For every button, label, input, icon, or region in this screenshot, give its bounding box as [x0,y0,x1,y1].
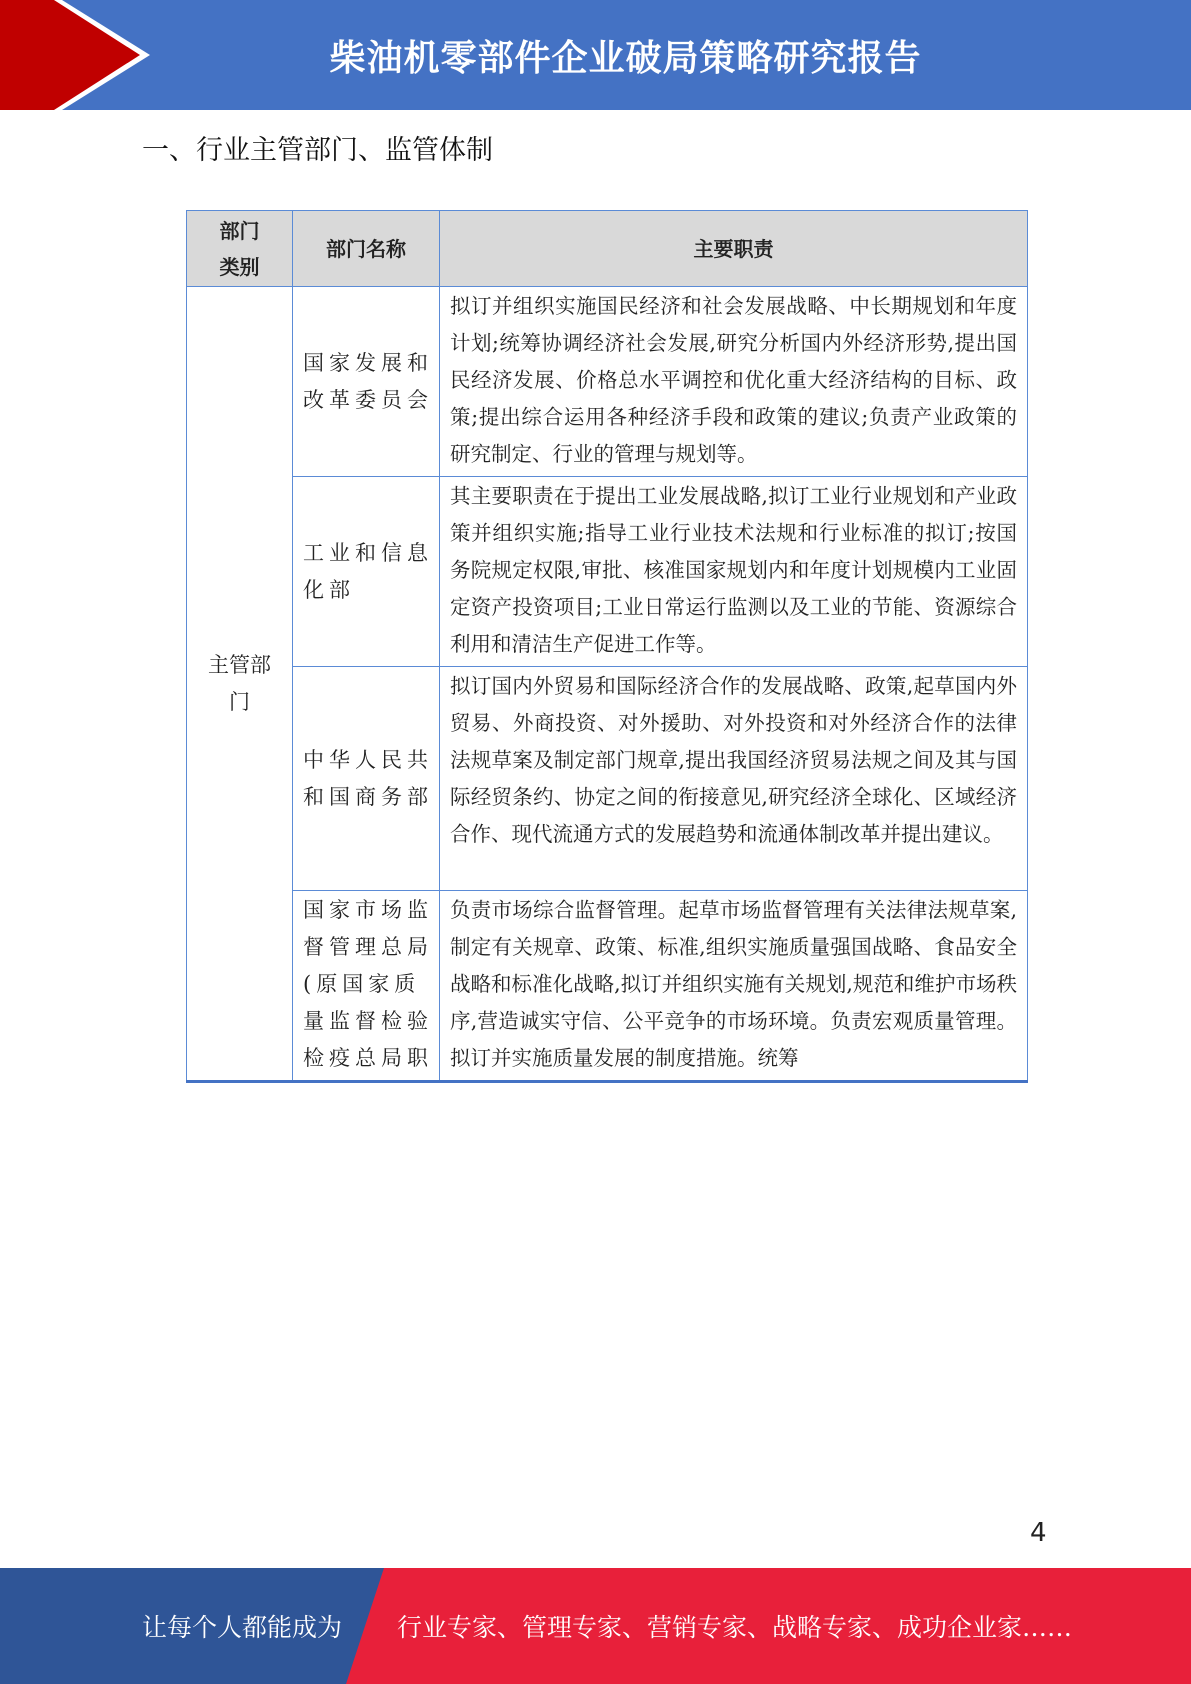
footer-slogan-left: 让每个人都能成为 [142,1613,343,1642]
category-line: 门 [229,689,250,714]
table-row [187,891,1028,1082]
table-row [187,287,1028,477]
header-category [187,211,293,287]
department-name-cell: 国家发展和改革委员会 [293,287,440,477]
department-name-cell: 中华人民共和国商务部 [293,667,440,891]
department-duty-cell: 其主要职责在于提出工业发展战略,拟订工业行业规划和产业政策并组织实施;指导工业行业技术法规和行业标准的拟订;按国务院规定权限,审批、核准国家规划内和年度计划规模内工业固定资产投资项目;工业日常运行监测以及工业的节能、资源综合利用和清洁生产促进工作等。 [440,477,1028,667]
department-duty-cell: 负责市场综合监督管理。起草市场监督管理有关法律法规草案,制定有关规章、政策、标准,组织实施质量强国战略、食品安全战略和标准化战略,拟订并组织实施有关规划,规范和维护市场秩序,营造诚实守信、公平竞争的市场环境。负责宏观质量管理。拟订并实施质量发展的制度措施。统筹 [440,891,1028,1082]
department-name-cell: 工业和信息化部 [293,477,440,667]
regulatory-table [186,210,1028,1083]
header-band [0,0,1191,110]
header-department-name: 部门名称 [293,211,440,287]
header-chevron-decoration [0,0,160,110]
page-number: 4 [1030,1518,1047,1548]
chevron-red [0,0,140,110]
department-name-cell: 国家市场监督管理总局(原国家质量监督检验检疫总局职 [293,891,440,1082]
header-category-line: 类别 [219,254,260,279]
department-duty-cell: 拟订国内外贸易和国际经济合作的发展战略、政策,起草国内外贸易、外商投资、对外援助、对外投资和对外经济合作的法律法规草案及制定部门规章,提出我国经济贸易法规之间及其与国际经贸条约、协定之间的衔接意见,研究经济全球化、区域经济合作、现代流通方式的发展趋势和流通体制改革并提出建议。 [440,667,1028,891]
footer-slogan-right: 行业专家、管理专家、营销专家、战略专家、成功企业家…… [397,1613,1073,1642]
table-header-row [187,211,1028,287]
header-category-line: 部门 [219,218,260,243]
table-row [187,667,1028,891]
footer-band [0,1568,1191,1684]
regulatory-table-container [186,210,1028,1083]
report-title: 柴油机零部件企业破局策略研究报告 [329,37,922,79]
category-cell [187,287,293,1082]
header-main-duties: 主要职责 [440,211,1028,287]
department-duty-cell: 拟订并组织实施国民经济和社会发展战略、中长期规划和年度计划;统筹协调经济社会发展,研究分析国内外经济形势,提出国民经济发展、价格总水平调控和优化重大经济结构的目标、政策;提出综合运用各种经济手段和政策的建议;负责产业政策的研究制定、行业的管理与规划等。 [440,287,1028,477]
category-line: 主管部 [208,652,271,677]
section-heading: 一、行业主管部门、监管体制 [142,135,493,166]
table-row [187,477,1028,667]
